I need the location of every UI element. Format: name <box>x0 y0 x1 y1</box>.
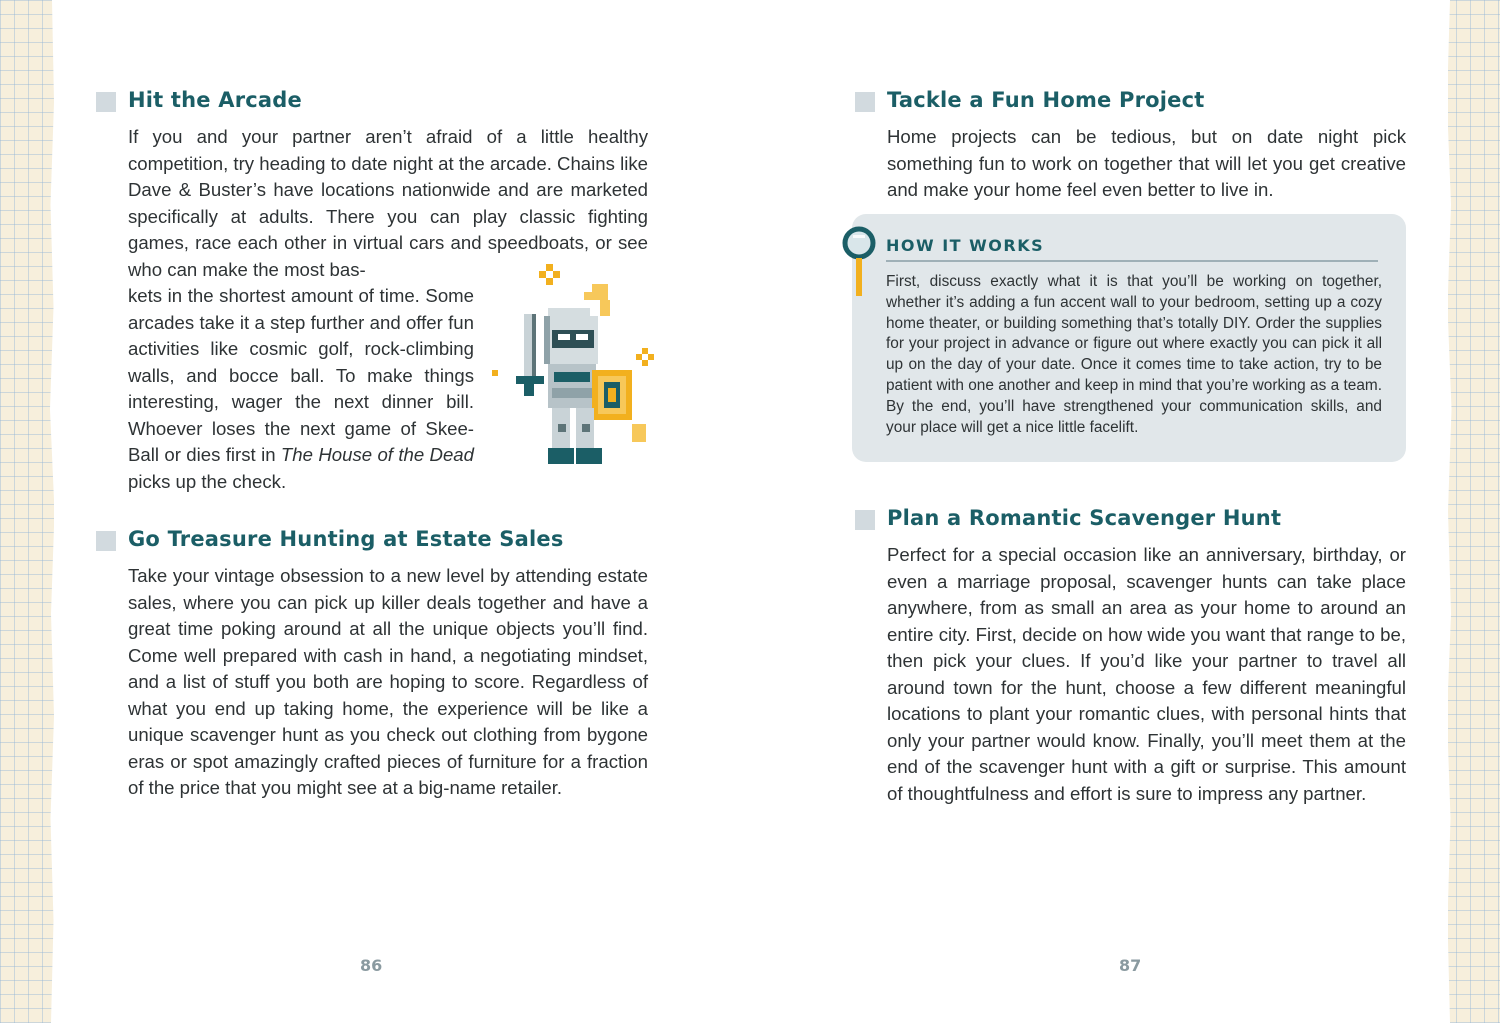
section-body: Take your vintage obsession to a new level by attending estate sales, where you can pick up killer deals together and have a great time poking around at all the unique objects you’ll find. Come well prepared with cash in hand, a negotiating mindset, and a list of stuff you both are hoping to score. Regardless of what you end up taking home, the experience will be like a unique scavenger hunt as you check out clothing from bygone eras or spot amazingly crafted pieces of furniture for a fraction of the price that you might see at a big-name retailer. <box>128 565 648 798</box>
bullet-square <box>855 92 875 112</box>
section-heading: Tackle a Fun Home Project <box>887 88 1205 112</box>
game-title-italic: The House of the Dead <box>280 444 474 465</box>
section-heading: Plan a Romantic Scavenger Hunt <box>887 506 1282 530</box>
body-text-segment: kets in the shortest amount of time. Some arcades take it a step further and offer fun activities like cosmic golf, rock-climbing walls, and bocce ball. To make things interesting, wager the next dinner bill. Whoever loses the next game of Skee-Ball or dies first in <box>128 285 474 465</box>
section-scavenger-hunt <box>855 508 1406 807</box>
callout-title: HOW IT WORKS <box>886 236 1045 255</box>
section-body-wide: If you and your partner aren’t afraid of a little healthy competition, try heading to date night at the arcade. Chains like Dave & Buster’s have locations nationwide and are marketed specifically at adults. There you can play classic fighting games, race each other in virtual cars and speedboats, or see who can make the most bas- <box>128 126 648 280</box>
body-text-segment: picks up the check. <box>128 470 287 492</box>
section-heading: Hit the Arcade <box>128 88 302 112</box>
pixel-knight-icon <box>492 264 662 474</box>
section-treasure-hunting <box>96 529 648 802</box>
callout-divider <box>886 260 1378 262</box>
section-heading: Go Treasure Hunting at Estate Sales <box>128 527 564 551</box>
magnifying-glass-icon <box>842 226 876 303</box>
callout-body: First, discuss exactly what it is that you’ll be working on together, whether it’s adding a fun accent wall to your bedroom, setting up a cozy home theater, or building something that’s totally DIY. Order the supplies for your project in advance or figure out where exactly you can pick it all up on the day of your date. Once it comes time to take action, try to be patient with one another and keep in mind that you’re working as a team. By the end, you’ll have strengthened your communication skills, and your place will get a nice little facelift. <box>886 273 1382 436</box>
page-number-right: 87 <box>1119 956 1142 975</box>
section-body: Perfect for a special occasion like an anniversary, birthday, or even a marriage proposal, scavenger hunts can take place anywhere, from as small an area as your home to around an entire city. First, decide on how wide you want that range to be, then pick your clues. If you’d like your partner to travel all around town for the hunt, choose a few different meaningful locations to plant your romantic clues, with personal hints that only your partner would know. Finally, you’ll meet them at the end of the scavenger hunt with a gift or surprise. This amount of thoughtfulness and effort is sure to impress any partner. <box>887 544 1406 804</box>
page-number-left: 86 <box>360 956 383 975</box>
torn-edge-left <box>48 0 58 1023</box>
section-body: Home projects can be tedious, but on date night pick something fun to work on together that will let you get creative and make your home feel even better to live in. <box>887 126 1406 200</box>
section-home-project <box>855 90 1406 204</box>
bullet-square <box>96 531 116 551</box>
bullet-square <box>96 92 116 112</box>
how-it-works-callout <box>852 214 1406 462</box>
section-body-narrow <box>128 283 474 495</box>
bullet-square <box>855 510 875 530</box>
torn-edge-right <box>1444 0 1454 1023</box>
